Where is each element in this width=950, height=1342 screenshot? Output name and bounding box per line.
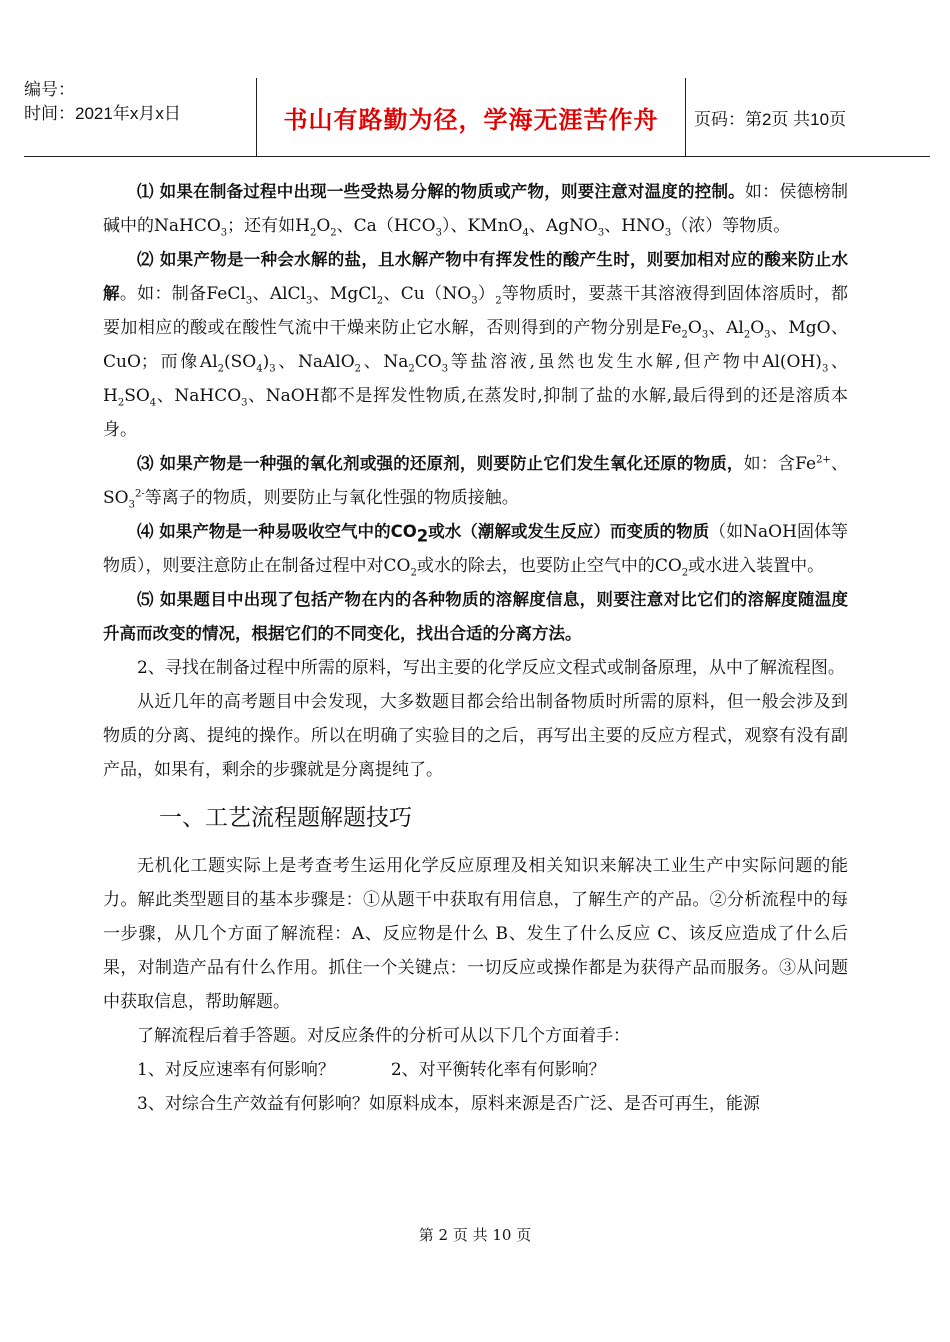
text: 、AlCl: [252, 284, 306, 304]
point-3-title: ⑶ 如果产物是一种强的氧化剂或强的还原剂，则要防止它们发生氧化还原的物质，: [137, 454, 744, 473]
text: 、AgNO: [528, 216, 598, 236]
sub: 4: [149, 397, 157, 409]
text: 、Cu（NO: [383, 284, 472, 304]
point-2-title: ⑵ 如果产物是一种会水解的盐，且水解产物中有挥发性的酸产生时，则要加相对应的酸来防止水解: [103, 250, 848, 303]
sub: 2: [743, 329, 751, 341]
sub: 3: [435, 227, 442, 239]
text: （浓）等物质。: [671, 216, 791, 236]
text: 、NaAlO: [275, 352, 355, 372]
paragraph-5: [103, 583, 848, 651]
sub: 3: [241, 397, 248, 409]
question-2: 2、对平衡转化率有何影响？: [390, 1060, 606, 1080]
paragraph-1: [103, 175, 848, 243]
sup: 2-: [134, 488, 145, 500]
time-label: 时间：2021年x月x日: [24, 104, 181, 123]
text: ）: [477, 284, 496, 304]
paragraph-6: 2、寻找在制备过程中所需的原料，写出主要的化学反应文程式或制备原理，从中了解流程图。: [137, 658, 845, 678]
text: ): [262, 352, 270, 372]
text: 、Na: [361, 352, 409, 372]
text: ）、KMnO: [441, 216, 523, 236]
sub: 3: [269, 363, 276, 375]
sub: 4: [522, 227, 529, 239]
sup: 2+: [816, 454, 831, 466]
sub: 2: [117, 397, 125, 409]
header-page-label: 页码：第2页 共10页: [694, 109, 847, 129]
sub: 3: [764, 329, 771, 341]
sub: 2: [410, 567, 417, 579]
sub: 3: [664, 227, 672, 239]
sub: 4: [256, 363, 263, 375]
text: 如：侯德榜制碱中的NaHCO: [103, 182, 849, 236]
header-motto: 书山有路勤为径，学海无涯苦作舟: [256, 78, 686, 156]
text: 、Ca（HCO: [336, 216, 436, 236]
text: 、H: [103, 352, 848, 406]
point-5-title: ⑸ 如果题目中出现了包括产物在内的各种物质的溶解度信息，则要注意对比它们的溶解度随温度升高而改变的情况，根据它们的不同变化，找出合适的分离方法。: [103, 590, 848, 643]
text: 、Al: [708, 318, 744, 338]
question-1: 1、对反应速率有何影响？: [137, 1060, 335, 1080]
sub: 2: [354, 363, 362, 375]
text: O: [687, 318, 702, 338]
sub: 3: [471, 295, 478, 307]
text: 等盐溶液,虽然也发生水解,但产物中Al(OH): [448, 352, 822, 372]
text: ；还有如H: [227, 216, 310, 236]
point-4-title-a: ⑷ 如果产物是一种易吸收空气中的CO: [137, 522, 417, 541]
sub: 3: [821, 363, 829, 375]
sub: 2: [681, 329, 688, 341]
sub: 2: [416, 526, 429, 546]
paragraph-10: [103, 1053, 848, 1087]
sub: 2: [376, 295, 384, 307]
paragraph-3: [103, 447, 848, 515]
text: 、SO: [103, 454, 848, 508]
point-1-title: ⑴ 如果在制备过程中出现一些受热易分解的物质或产物，则要注意对温度的控制。: [137, 182, 745, 201]
text: （如NaOH固体等物质），则要注意防止在制备过程中对CO: [103, 522, 848, 576]
text: 。如：制备FeCl: [119, 284, 246, 304]
text: 、MgCl: [312, 284, 377, 304]
text: CO: [414, 352, 442, 372]
sub: 3: [441, 363, 449, 375]
document-body: [103, 175, 848, 1121]
text: 如：含Fe: [743, 454, 817, 474]
sub: 3: [128, 499, 135, 511]
paragraph-8: 无机化工题实际上是考查考生运用化学反应原理及相关知识来解决工业生产中实际问题的能力。解此类型题目的基本步骤是：①从题干中获取有用信息，了解生产的产品。②分析流程中的每一步骤，从几个方面了解流程：A、反应物是什么 B、发生了什么反应 C、该反应造成了什么后果，对制造产品有什么作用。抓住一个关键点：一切反应或操作都是为获得产品而服务。③从问题中获取信息，帮助解题。: [103, 856, 848, 1012]
text: 、NaHCO: [156, 386, 242, 406]
sub: 2: [681, 567, 689, 579]
paragraph-2: [103, 243, 848, 447]
paragraph-9: 了解流程后着手答题。对反应条件的分析可从以下几个方面着手：: [137, 1026, 630, 1046]
page-header: [24, 78, 930, 157]
paragraph-11: 3、对综合生产效益有何影响？如原料成本，原料来源是否广泛、是否可再生，能源: [137, 1094, 760, 1114]
text: O: [750, 318, 765, 338]
sub: 3: [597, 227, 605, 239]
text: 等物质时，要蒸干其溶液得到固体溶质时，都要加相应的酸或在酸性气流中干燥来防止它水解，否则得到的产物分别是Fe: [103, 284, 849, 338]
sub: 3: [701, 329, 709, 341]
point-4-title-b: 或水（潮解或发生反应）而变质的物质: [428, 522, 710, 541]
sub: 2: [309, 227, 317, 239]
page-footer: 第 2 页 共 10 页: [418, 1226, 532, 1244]
section-heading: 一、工艺流程题解题技巧: [159, 805, 412, 831]
header-meta: [24, 78, 256, 156]
text: 、MgO、CuO；而像Al: [103, 318, 849, 372]
sub: 3: [306, 295, 313, 307]
number-label: 编号：: [24, 80, 75, 99]
sub: 2: [495, 295, 502, 307]
sub: 2: [217, 363, 225, 375]
text: 、NaOH都不是挥发性物质,在蒸发时,抑制了盐的水解,最后得到的还是溶质本身。: [103, 386, 849, 440]
text: 、HNO: [604, 216, 665, 236]
sub: 2: [330, 227, 337, 239]
text: 或水的除去，也要防止空气中的CO: [416, 556, 682, 576]
text: 或水进入装置中。: [688, 556, 825, 576]
paragraph-4: [103, 515, 848, 583]
text: 等离子的物质，则要防止与氧化性强的物质接触。: [144, 488, 519, 508]
text: O: [316, 216, 331, 236]
sub: 3: [245, 295, 253, 307]
sub: 2: [408, 363, 415, 375]
text: SO: [124, 386, 150, 406]
sub: 3: [220, 227, 228, 239]
paragraph-7: 从近几年的高考题目中会发现，大多数题目都会给出制备物质时所需的原料，但一般会涉及到物质的分离、提纯的操作。所以在明确了实验目的之后，再写出主要的反应方程式，观察有没有副产品，如果有，剩余的步骤就是分离提纯了。: [103, 692, 848, 780]
text: (SO: [224, 352, 257, 372]
